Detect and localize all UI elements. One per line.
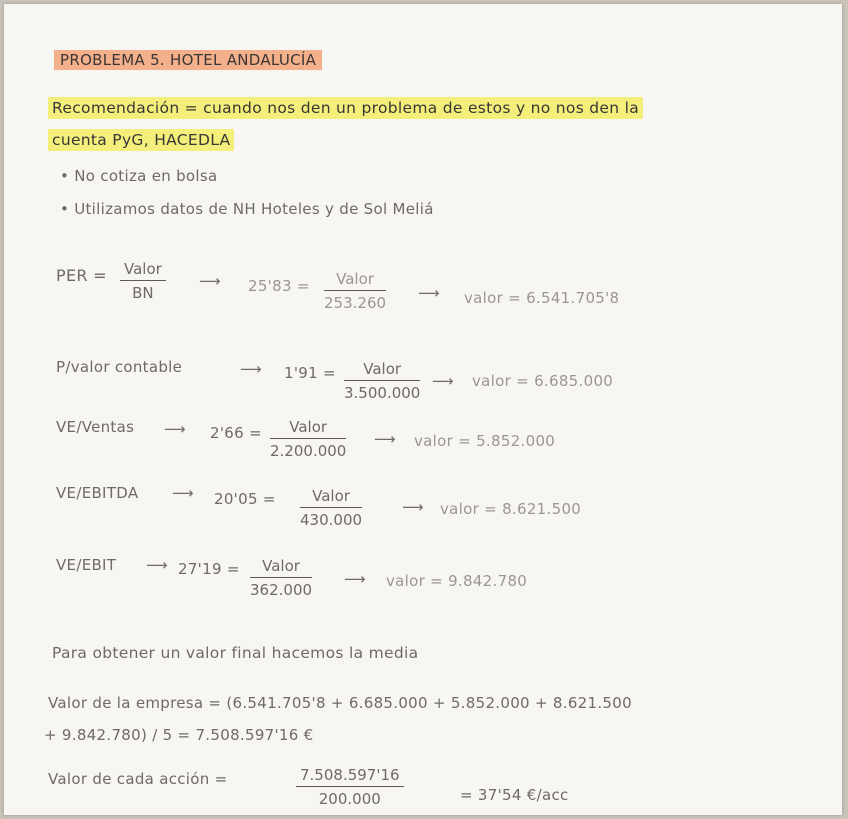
ventas-label: VE/Ventas [56, 418, 135, 436]
per-result: valor = 6.541.705'8 [464, 289, 620, 307]
pvc-result-arrow: ⟶ [432, 372, 454, 390]
valor-accion-label: Valor de cada acción = [48, 770, 228, 788]
final-intro: Para obtener un valor final hacemos la media [52, 644, 419, 662]
ventas-arrow: ⟶ [164, 420, 186, 438]
per-formula-fraction: Valor BN [120, 260, 166, 302]
pvc-result: valor = 6.685.000 [472, 372, 614, 390]
ebitda-result-arrow: ⟶ [402, 498, 424, 516]
ebit-ratio: 27'19 = [178, 560, 240, 578]
ventas-result-arrow: ⟶ [374, 430, 396, 448]
per-label: PER = [56, 266, 107, 285]
valor-empresa-line-1: Valor de la empresa = (6.541.705'8 + 6.685.000 + 5.852.000 + 8.621.500 [48, 694, 632, 712]
ebitda-label: VE/EBITDA [56, 484, 139, 502]
recommendation-line-2: cuenta PyG, HACEDLA [48, 131, 234, 149]
ebit-arrow: ⟶ [146, 556, 168, 574]
notebook-page [4, 4, 842, 815]
valor-accion-fraction: 7.508.597'16 200.000 [296, 766, 404, 808]
ventas-fraction: Valor 2.200.000 [270, 418, 347, 461]
ventas-ratio: 2'66 = [210, 424, 262, 442]
bullet-no-cotiza: • No cotiza en bolsa [60, 167, 218, 185]
valor-accion-result: = 37'54 €/acc [460, 786, 569, 804]
ebit-result-arrow: ⟶ [344, 570, 366, 588]
ebit-fraction: Valor 362.000 [250, 557, 313, 600]
ebitda-ratio: 20'05 = [214, 490, 276, 508]
per-ratio: 25'83 = [248, 277, 310, 295]
ebit-result: valor = 9.842.780 [386, 572, 528, 590]
per-arrow: ⟶ [199, 272, 221, 290]
ebitda-result: valor = 8.621.500 [440, 500, 582, 518]
recommendation-line-1: Recomendación = cuando nos den un problema de estos y no nos den la [48, 99, 643, 117]
pvc-fraction: Valor 3.500.000 [344, 360, 421, 403]
bullet-datos-nh-melia: • Utilizamos datos de NH Hoteles y de Sol Meliá [60, 200, 434, 218]
pvc-arrow: ⟶ [240, 360, 262, 378]
ebitda-fraction: Valor 430.000 [300, 487, 363, 530]
pvc-ratio: 1'91 = [284, 364, 336, 382]
ebit-label: VE/EBIT [56, 556, 117, 574]
ventas-result: valor = 5.852.000 [414, 432, 556, 450]
valor-empresa-line-2: + 9.842.780) / 5 = 7.508.597'16 € [44, 726, 314, 744]
problem-title-text: PROBLEMA 5. HOTEL ANDALUCÍA [54, 50, 322, 70]
pvc-label: P/valor contable [56, 358, 183, 376]
ebitda-arrow: ⟶ [172, 484, 194, 502]
per-fraction: Valor 253.260 [324, 270, 387, 313]
problem-title [54, 51, 322, 69]
per-result-arrow: ⟶ [418, 284, 440, 302]
